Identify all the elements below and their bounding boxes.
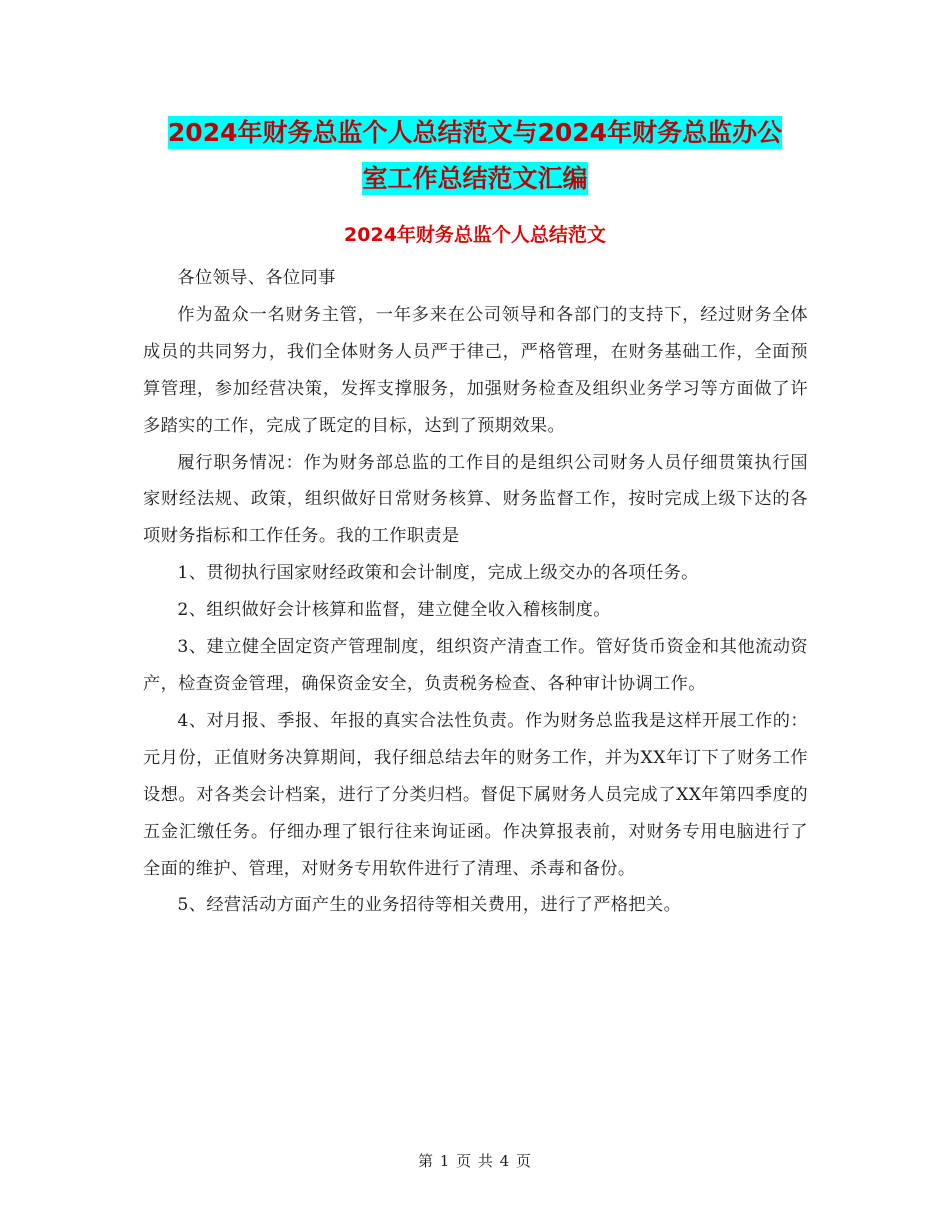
document-body xyxy=(143,260,808,924)
document-title xyxy=(150,110,800,202)
title-line-1: 2024年财务总监个人总结范文与2024年财务总监办公 xyxy=(167,118,783,147)
list-item-2: 2、组织做好会计核算和监督，建立健全收入稽核制度。 xyxy=(177,600,611,621)
page-number-footer: 第 1 页 共 4 页 xyxy=(418,1152,532,1170)
list-item-4: 4、对月报、季报、年报的真实合法性负责。作为财务总监我是这样开展工作的：元月份，正值财务决算期间，我仔细总结去年的财务工作，并为XX年订下了财务工作设想。对各类会计档案，进行了分类归档。督促下属财务人员完成了XX年第四季度的五金汇缴任务。仔细办理了银行往来询证函。作决算报表前，对财务专用电脑进行了全面的维护、管理，对财务专用软件进行了清理、杀毒和备份。 xyxy=(143,710,808,879)
duties-paragraph: 履行职务情况：作为财务部总监的工作目的是组织公司财务人员仔细贯策执行国家财经法规、政策，组织做好日常财务核算、财务监督工作，按时完成上级下达的各项财务指标和工作任务。我的工作职责是 xyxy=(143,452,808,547)
intro-paragraph: 作为盈众一名财务主管，一年多来在公司领导和各部门的支持下，经过财务全体成员的共同努力，我们全体财务人员严于律己，严格管理，在财务基础工作，全面预算管理，参加经营决策，发挥支撑服务，加强财务检查及组织业务学习等方面做了许多踏实的工作，完成了既定的目标，达到了预期效果。 xyxy=(143,304,808,436)
title-line-2: 室工作总结范文汇编 xyxy=(362,164,588,193)
section-title: 2024年财务总监个人总结范文 xyxy=(344,224,606,246)
list-item-5: 5、经营活动方面产生的业务招待等相关费用，进行了严格把关。 xyxy=(177,895,682,916)
salutation-paragraph: 各位领导、各位同事 xyxy=(177,268,336,288)
list-item-1: 1、贯彻执行国家财经政策和会计制度，完成上级交办的各项任务。 xyxy=(177,563,699,584)
list-item-3: 3、建立健全固定资产管理制度，组织资产清查工作。管好货币资金和其他流动资产，检查资金管理，确保资金安全，负责税务检查、各种审计协调工作。 xyxy=(143,637,808,694)
